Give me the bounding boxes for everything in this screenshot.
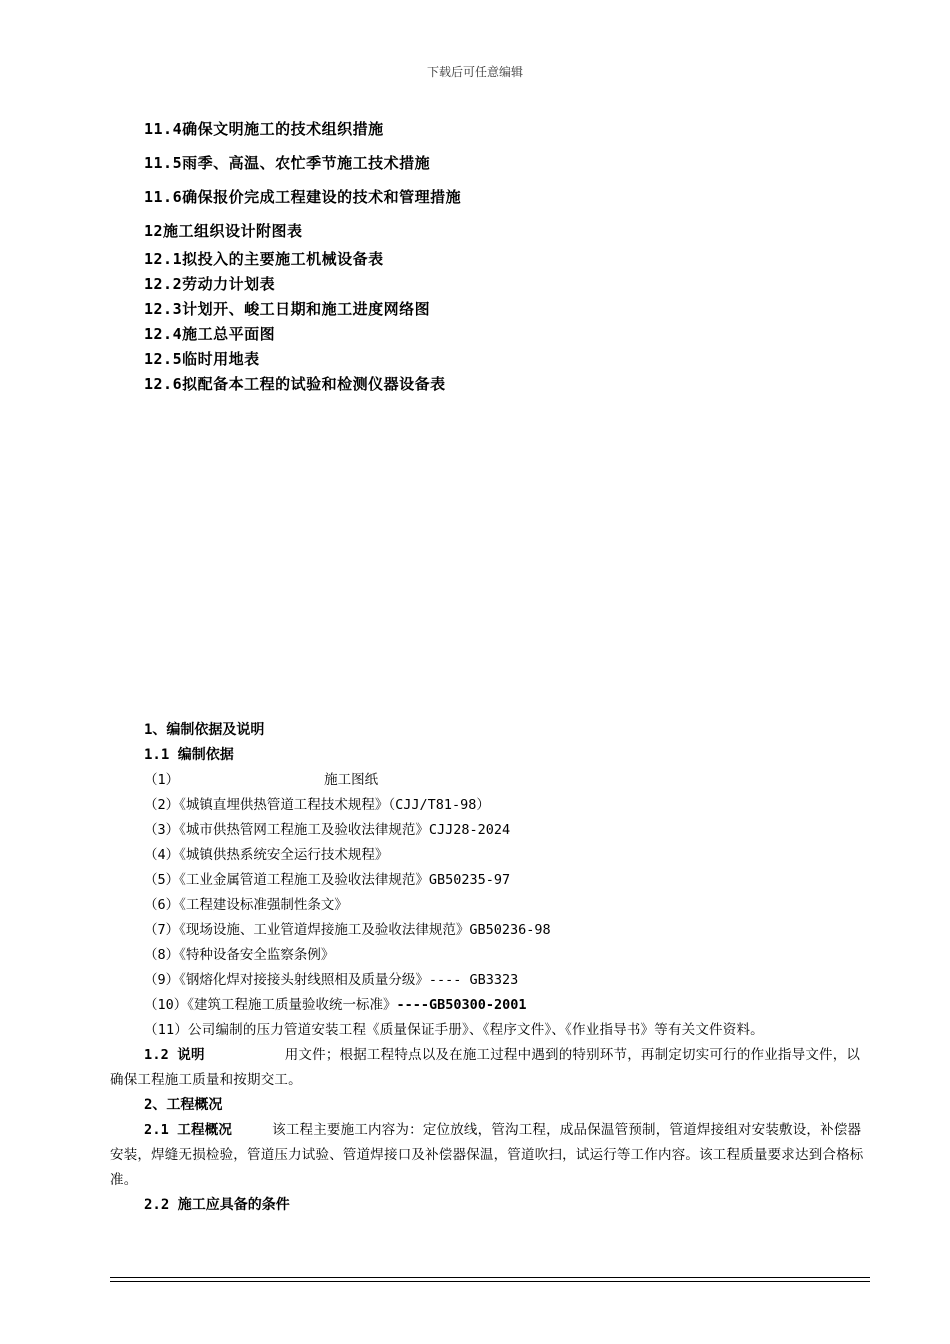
toc-item: 12施工组织设计附图表 <box>144 222 303 240</box>
toc-item: 11.4确保文明施工的技术组织措施 <box>144 120 384 138</box>
reference-number: （6） <box>144 897 180 913</box>
subsection-heading: 2.2 施工应具备的条件 <box>144 1197 290 1213</box>
reference-number: （4） <box>144 847 180 863</box>
subsection-label: 2.1 工程概况 <box>144 1122 233 1138</box>
overview-paragraph <box>110 1118 870 1193</box>
reference-number: （2） <box>144 797 180 813</box>
section-heading: 1、编制依据及说明 <box>144 722 265 738</box>
page-header: 下载后可任意编辑 <box>426 65 523 79</box>
paragraph-text: 该工程主要施工内容为：定位放线，管沟工程，成品保温管预制，管道焊接组对安装敷设，补偿器安装，焊缝无损检验，管道压力试验、管道焊接口及补偿器保温，管道吹扫，试运行等工作内容。该工程质量要求达到合格标准。 <box>110 1122 864 1188</box>
explanation-paragraph <box>110 1043 870 1093</box>
toc-item: 12.6拟配备本工程的试验和检测仪器设备表 <box>144 375 446 393</box>
toc-item: 12.3计划开、峻工日期和施工进度网络图 <box>144 300 431 318</box>
subsection-heading: 1.1 编制依据 <box>144 747 234 763</box>
reference-number: （9） <box>144 972 180 988</box>
reference-code: ----GB50300-2001 <box>396 997 527 1013</box>
toc-item: 12.1拟投入的主要施工机械设备表 <box>144 250 384 268</box>
reference-text: （10）《建筑工程施工质量验收统一标准》 <box>144 997 397 1013</box>
toc-item: 12.5临时用地表 <box>144 350 260 368</box>
reference-item <box>110 793 870 818</box>
reference-text: 施工图纸 <box>324 772 379 788</box>
reference-item <box>110 943 870 968</box>
reference-number: （8） <box>144 947 180 963</box>
reference-item <box>110 893 870 918</box>
document-body <box>110 718 870 1218</box>
toc-item: 11.6确保报价完成工程建设的技术和管理措施 <box>144 188 462 206</box>
reference-item <box>110 818 870 843</box>
toc-item: 12.4施工总平面图 <box>144 325 276 343</box>
reference-item <box>110 968 870 993</box>
reference-number: （3） <box>144 822 180 838</box>
reference-item <box>110 768 870 793</box>
reference-number: （1） <box>144 772 180 788</box>
reference-text: 《工程建设标准强制性条文》 <box>179 897 348 913</box>
footer-divider <box>110 1281 870 1282</box>
reference-text: 《城镇供热系统安全运行技术规程》 <box>179 847 389 863</box>
reference-number: （5） <box>144 872 180 888</box>
reference-item-paragraph: （11）公司编制的压力管道安装工程《质量保证手册》、《程序文件》、《作业指导书》等有关文件资料。 <box>144 1022 764 1038</box>
paragraph-text: 用文件；根据工程特点以及在施工过程中遇到的特别环节，再制定切实可行的作业指导文件，以确保工程施工质量和按期交工。 <box>110 1047 861 1088</box>
reference-item <box>110 993 870 1018</box>
footer-divider <box>110 1277 870 1278</box>
subsection-label: 1.2 说明 <box>144 1047 205 1063</box>
reference-item <box>110 918 870 943</box>
reference-text: 《城市供热管网工程施工及验收法律规范》CJJ28-2024 <box>179 822 511 838</box>
reference-text: 《城镇直埋供热管道工程技术规程》（CJJ/T81-98） <box>179 797 490 813</box>
section-heading: 2、工程概况 <box>144 1097 223 1113</box>
toc-item: 11.5雨季、高温、农忙季节施工技术措施 <box>144 154 431 172</box>
reference-item <box>110 843 870 868</box>
reference-number: （7） <box>144 922 180 938</box>
reference-text: 《工业金属管道工程施工及验收法律规范》GB50235-97 <box>179 872 511 888</box>
reference-text: 《钢熔化焊对接接头射线照相及质量分级》---- GB3323 <box>179 972 519 988</box>
toc-item: 12.2劳动力计划表 <box>144 275 276 293</box>
reference-text: 《现场设施、工业管道焊接施工及验收法律规范》GB50236-98 <box>179 922 551 938</box>
reference-text: 《特种设备安全监察条例》 <box>179 947 335 963</box>
reference-item <box>110 868 870 893</box>
